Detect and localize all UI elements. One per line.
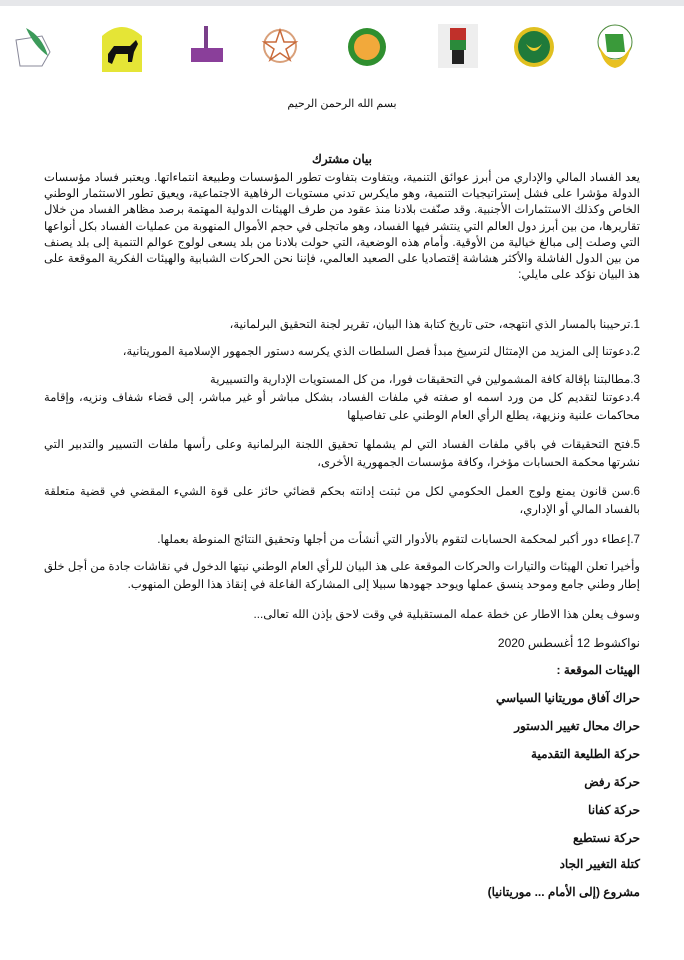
yellow-horse-logo [100,22,144,72]
hands-map-logo [593,22,637,72]
viewer-top-bar [0,0,684,6]
green-orange-circle-logo [345,22,389,72]
list-item: 5.فتح التحقيقات في باقي ملفات الفساد التي لم يشملها تحقيق اللجنة البرلمانية وعلى رأسها ملفات التسيير والتدبير التي نشرتها محكمة الحسابات مؤخرا، وكافة مؤسسات الجمهورية الأخرى، [44,438,640,469]
list-item: 4.دعوتنا لتقديم كل من ورد اسمه او صفته في ملفات الفساد، بشكل مباشر أو غير مباشر، إلى قضاء شفاف ونزيه، وإقامة محاكمات علنية ونزيهة، يطلع الرأي العام الوطني على تفاصيلها [44,391,640,422]
page-title: بيان مشترك [311,152,373,166]
signatory: حراك آفاق موريتانيا السياسي [496,691,640,705]
purple-tower-logo [185,22,229,72]
list-item: 3.مطالبتنا بإقالة كافة المشمولين في التحقيقات فورا، من كل المستويات الإدارية والتسييرية [210,373,640,386]
signatory: حركة نستطيع [572,831,640,845]
signatory: حركة رفض [584,775,640,789]
future-note: وسوف يعلن هذا الاطار عن خطة عمله المستقبلية في وقت لاحق بإذن الله تعالى... [253,608,640,621]
raised-fist-logo [436,22,480,72]
signatory: مشروع (إلى الأمام ... موريتانيا) [487,885,640,899]
signatory: حراك محال تغيير الدستور [514,719,640,733]
list-item: 1.ترحيبنا بالمسار الذي انتهجه، حتى تاريخ كتابة هذا البيان، تقرير لجنة التحقيق البرلمانية، [229,318,640,331]
signatories-heading: الهيئات الموقعة : [556,663,640,677]
signatory: حركة الطليعة التقدمية [531,747,640,761]
list-item: 7.إعطاء دور أكبر لمحكمة الحسابات لتقوم بالأدوار التي أنشأت من أجلها وتحقيق النتائج المنوطة بعملها. [157,533,640,546]
star-crescent-logo [258,22,302,72]
closing-paragraph: وأخيرا تعلن الهيئات والتيارات والحركات الموقعة على هذ البيان للرأي العام الوطني نيتها الدخول في نقاشات جادة من أجل خلق إطار وطني جامع وموحد ينسق عملها ويوحد جهودها سبيلا إلى المشاركة الفاعلة في إنقاذ هذا الوطن المنهوب. [44,560,640,591]
signatory: حركة كفانا [588,803,640,817]
signatory: كتلة التغيير الجاد [559,857,640,871]
intro-paragraph: يعد الفساد المالي والإداري من أبرز عوائق التنمية، ويتفاوت بتفاوت تطور المؤسسات وطبيعة انتماءاتها. ويعتبر فساد مؤسسات الدولة مؤشرا على فشل إستراتيجيات التنمية، وهو مايكرس تدني مستويات الرفاهية الاجتماعية، ويعيق تطور الاستثمار الوطني الخاص وكذلك الاستثمارات الأجنبية. وقد صنّفت بلادنا منذ عقود من طرف الهيئات الدولية المهتمة برصد مظاهر الفساد من خلال تقاريرها، من بين أبرز دول العالم التي ينتشر فيها الفساد، وهو ماتجلى في حجم الأموال المنهوبة من عمليات الفساد بكل أنواعها التي وصلت إلى مبالغ خيالية من الأوقية. وأمام هذه الوضعية، التي حولت بلادنا من بلد يسعى لولوج عوالم التنمية إلى بلد يصنف من بين الدول الفاشلة والأكثر هشاشة إقتصاديا على الصعيد العالمي، فإننا نحن الحركات الشبابية والهيئات الفكرية الموقعة على هذ البيان نؤكد على مايلي: [44,171,640,282]
list-item: 2.دعوتنا إلى المزيد من الإمتثال لترسيخ مبدأ فصل السلطات الذي يكرسه دستور الجمهور الإسلامية الموريتانية، [122,345,640,358]
green-dove-map-logo [12,22,56,72]
date-line: نواكشوط 12 أغسطس 2020 [497,636,640,650]
list-item: 6.سن قانون يمنع ولوج العمل الحكومي لكل من ثبتت إدانته بحكم قضائي حائز على قوة الشيء المقضي في قضية متعلقة بالفساد المالي أو الإداري، [44,485,640,516]
basmala: بسم الله الرحمن الرحيم [287,98,397,110]
green-crescent-seal-logo [512,22,556,72]
